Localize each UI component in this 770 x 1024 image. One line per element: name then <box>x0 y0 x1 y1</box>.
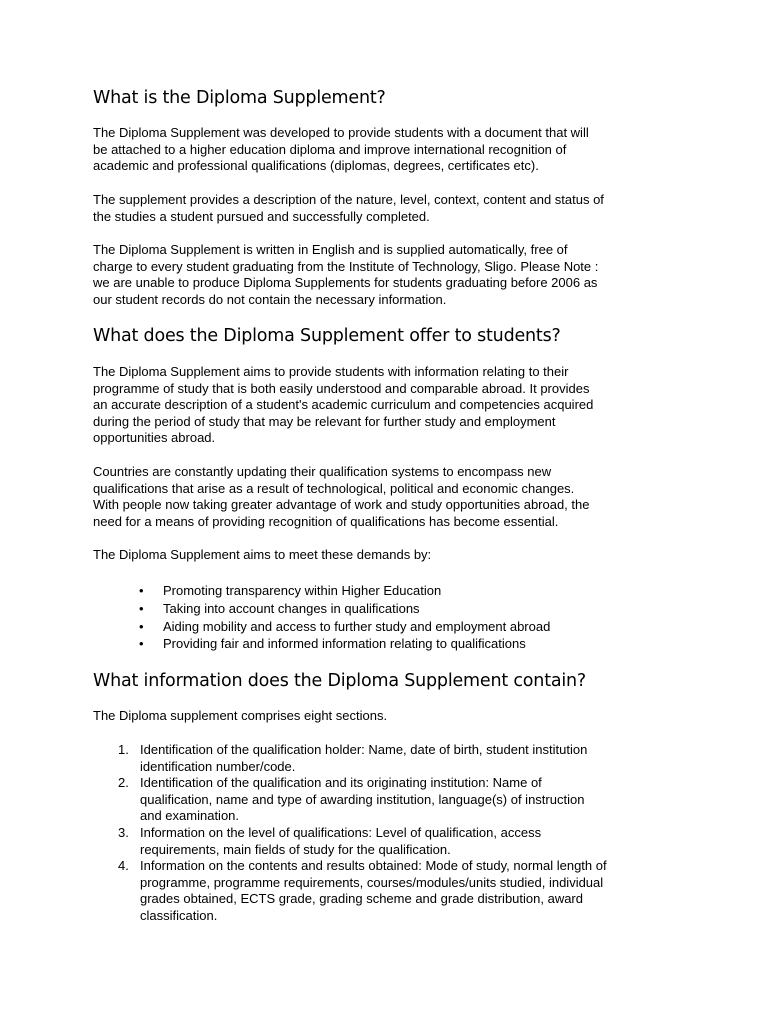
sections-numbered-list <box>93 742 693 925</box>
list-item-text: Aiding mobility and access to further study and employment abroad <box>163 618 551 634</box>
list-item-text: Information on the level of qualifications: Level of qualification, access requirements, main fields of study for the qualification. <box>140 824 542 857</box>
bullet-icon: • <box>139 636 144 652</box>
list-item-text: Taking into account changes in qualifications <box>163 600 420 616</box>
paragraph: The Diploma Supplement was developed to provide students with a document that will be attached to a higher education diploma and improve international recognition of academic and professional qualifications (diplomas, degrees, certificates etc). <box>93 125 589 174</box>
bullet-icon: • <box>139 618 144 634</box>
list-item <box>93 635 550 653</box>
list-number: 1. <box>118 742 129 757</box>
list-item <box>93 600 550 618</box>
list-item <box>93 825 693 858</box>
list-item <box>93 582 550 600</box>
list-number: 4. <box>118 858 129 874</box>
section-heading-contents: What information does the Diploma Supplement contain? <box>93 671 587 691</box>
list-item-text: Identification of the qualification holder: Name, date of birth, student institution identification number/code. <box>140 742 588 774</box>
demands-bullet-list <box>93 582 550 653</box>
paragraph: The Diploma Supplement aims to meet these demands by: <box>93 547 432 562</box>
bullet-icon: • <box>139 600 144 616</box>
paragraph: The Diploma Supplement is written in English and is supplied automatically, free of charge to every student graduating from the Institute of Technology, Sligo. Please Note : we are unable to produce Diploma Supplements for students graduating before 2006 as our student records do not contain the necessary information. <box>93 242 599 307</box>
section-heading-offer: What does the Diploma Supplement offer to students? <box>93 326 561 346</box>
bullet-icon: • <box>139 583 144 598</box>
list-item <box>93 775 693 825</box>
list-item <box>93 858 693 924</box>
paragraph: The Diploma supplement comprises eight sections. <box>93 708 388 723</box>
paragraph: Countries are constantly updating their qualification systems to encompass new qualifications that arise as a result of technological, political and economic changes. With people now taking greater advantage of work and study opportunities abroad, the need for a means of providing recognition of qualifications has become essential. <box>93 464 590 529</box>
paragraph: The Diploma Supplement aims to provide students with information relating to their programme of study that is both easily understood and comparable abroad. It provides an accurate description of a student's academic curriculum and competencies acquired during the period of study that may be relevant for further study and employment opportunities abroad. <box>93 364 594 446</box>
list-item-text: Information on the contents and results obtained: Mode of study, normal length of programme, programme requirements, courses/modules/units studied, individual grades obtained, ECTS grade, grading scheme and grade distribution, award classification. <box>140 858 607 923</box>
list-item-text: Promoting transparency within Higher Education <box>163 583 442 598</box>
list-item <box>93 742 693 775</box>
list-item-text: Identification of the qualification and its originating institution: Name of qualification, name and type of awarding institution, language(s) of instruction and examination. <box>140 775 585 824</box>
list-number: 2. <box>118 775 129 791</box>
section-heading-what-is: What is the Diploma Supplement? <box>93 88 386 108</box>
list-item <box>93 618 550 636</box>
list-item-text: Providing fair and informed information relating to qualifications <box>163 636 526 652</box>
paragraph: The supplement provides a description of the nature, level, context, content and status of the studies a student pursued and successfully completed. <box>93 192 604 224</box>
list-number: 3. <box>118 824 129 840</box>
